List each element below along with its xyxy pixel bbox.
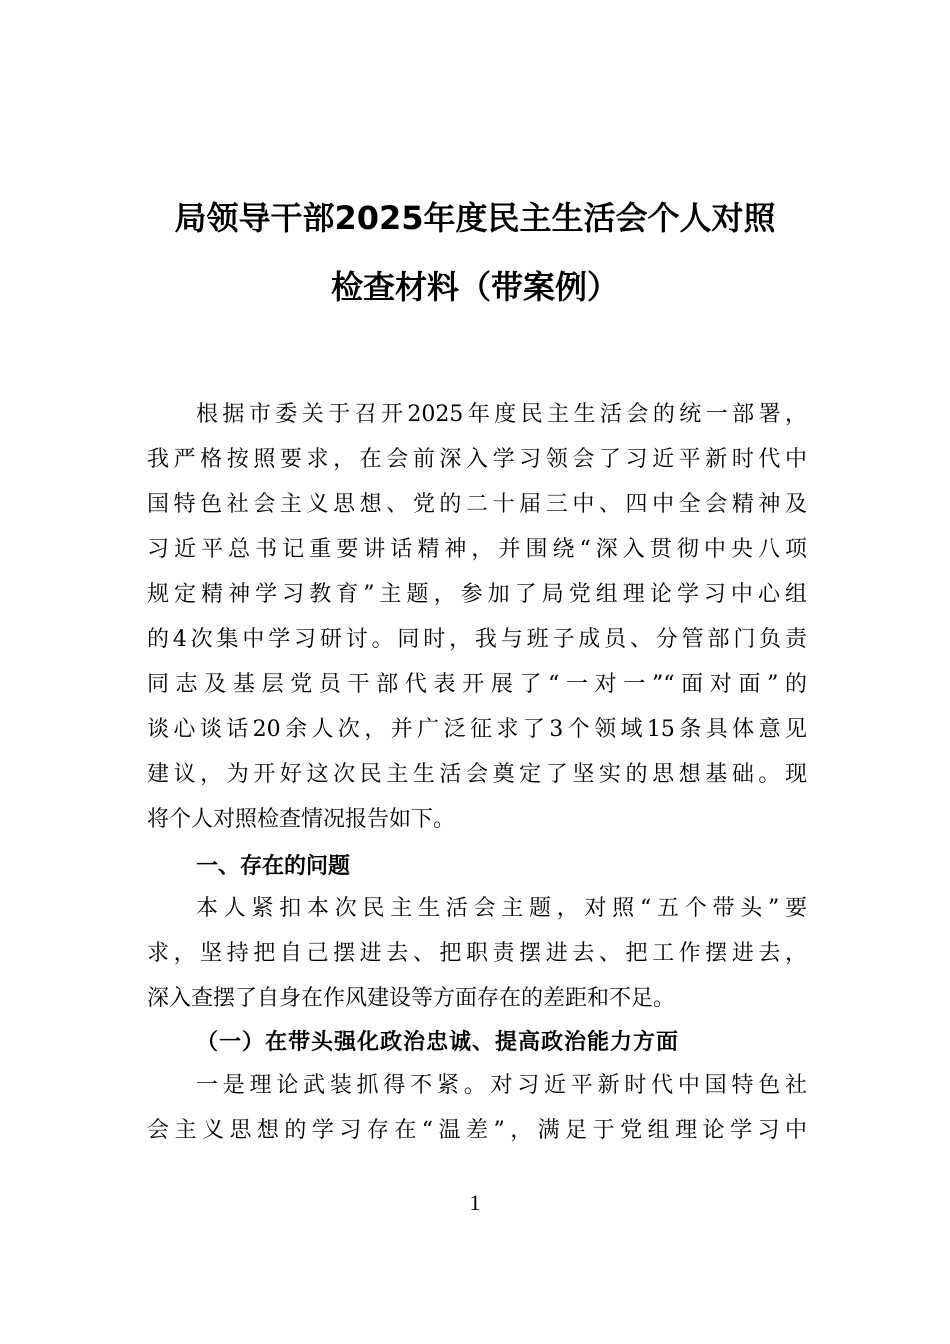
paragraph-2-line: 深入查摆了自身在作风建设等方面存在的差距和不足。 [147, 986, 676, 1011]
paragraph-1-line: 根据市委关于召开2025年度民主生活会的统一部署， [196, 402, 807, 427]
paragraph-1-line: 谈心谈话20余人次，并广泛征求了3个领域15条具体意见 [147, 717, 807, 742]
paragraph-2-line: 本人紧扣本次民主生活会主题，对照“五个带头”要 [196, 896, 807, 921]
subsection-heading-1: （一）在带头强化政治忠诚、提高政治能力方面 [196, 1029, 680, 1055]
paragraph-1-line: 将个人对照检查情况报告如下。 [147, 807, 456, 832]
paragraph-1-line: 我严格按照要求，在会前深入学习领会了习近平新时代中 [147, 447, 807, 472]
section-heading-1: 一、存在的问题 [196, 854, 351, 879]
paragraph-1-line: 建议，为开好这次民主生活会奠定了坚实的思想基础。现 [147, 762, 807, 787]
paragraph-1-line: 规定精神学习教育”主题，参加了局党组理论学习中心组 [147, 582, 807, 607]
paragraph-2-line: 求，坚持把自己摆进去、把职责摆进去、把工作摆进去， [147, 941, 807, 966]
paragraph-3-line: 会主义思想的学习存在“温差”，满足于党组理论学习中 [147, 1118, 807, 1143]
paragraph-3-line: 一是理论武装抓得不紧。对习近平新时代中国特色社 [196, 1073, 807, 1098]
paragraph-1-line: 国特色社会主义思想、党的二十届三中、四中全会精神及 [147, 492, 807, 517]
page-number: 1 [469, 1190, 481, 1215]
document-title-line-2: 检查材料（带案例） [330, 268, 619, 306]
paragraph-1-line: 同志及基层党员干部代表开展了“一对一”“面对面”的 [147, 672, 807, 697]
document-title-line-1: 局领导干部2025年度民主生活会个人对照 [174, 199, 776, 237]
paragraph-1-line: 习近平总书记重要讲话精神，并围绕“深入贯彻中央八项 [147, 537, 807, 562]
paragraph-1-line: 的4次集中学习研讨。同时，我与班子成员、分管部门负责 [147, 627, 807, 652]
